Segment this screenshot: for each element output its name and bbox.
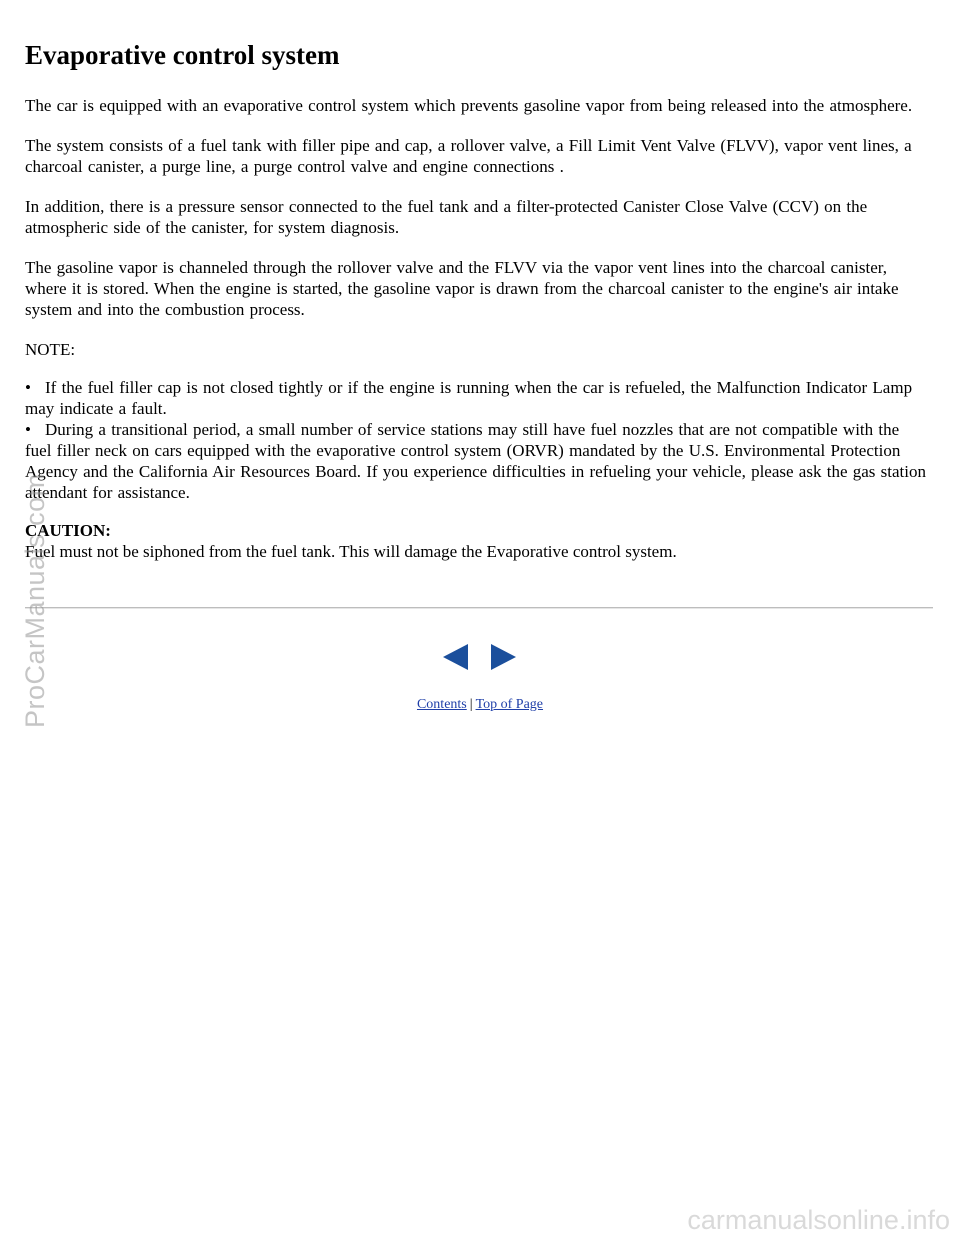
list-item-text: During a transitional period, a small number of service stations may still have fuel nozzles that are not compatible with the fuel filler neck on cars equipped with the evaporative control system (ORVR) mandated by the U.S. Environmental Protection Agency and the California Air Resources Board. If you experience difficulties in refueling your vehicle, please ask the gas station attendant for assistance. (25, 420, 926, 502)
bullet-icon: • (25, 378, 31, 397)
page-navigation (443, 644, 517, 670)
note-list (25, 377, 930, 503)
left-arrow-icon[interactable] (443, 644, 468, 670)
caution-block (25, 520, 930, 562)
right-arrow-icon[interactable] (491, 644, 516, 670)
list-item-text: If the fuel filler cap is not closed tightly or if the engine is running when the car is refueled, the Malfunction Indicator Lamp may indicate a fault. (25, 378, 913, 418)
side-watermark: ProCarManuals.com (20, 473, 50, 728)
bottom-watermark: carmanualsonline.info (687, 1205, 950, 1235)
list-item (25, 377, 930, 419)
divider (25, 607, 933, 609)
footer-links (0, 696, 960, 714)
article (25, 36, 930, 562)
paragraph-intro: The car is equipped with an evaporative control system which prevents gasoline vapor from being released into the atmosphere. (25, 96, 913, 115)
top-of-page-link[interactable]: Top of Page (475, 697, 544, 712)
list-item (25, 419, 930, 503)
caution-text: Fuel must not be siphoned from the fuel tank. This will damage the Evaporative control system. (25, 542, 677, 561)
note-label: NOTE: (25, 340, 76, 359)
paragraph-components: The system consists of a fuel tank with filler pipe and cap, a rollover valve, a Fill Limit Vent Valve (FLVV), vapor vent lines, a charcoal canister, a purge line, a purge control valve and engine connections . (25, 136, 912, 176)
link-separator: | (469, 697, 473, 712)
bullet-icon: • (25, 420, 31, 439)
nav-arrows-svg (443, 644, 517, 670)
contents-link[interactable]: Contents (416, 697, 467, 712)
paragraph-diagnosis: In addition, there is a pressure sensor connected to the fuel tank and a filter-protected Canister Close Valve (CCV) on the atmospheric side of the canister, for system diagnosis. (25, 197, 868, 237)
caution-label: CAUTION: (25, 521, 111, 540)
page-title: Evaporative control system (25, 40, 340, 70)
paragraph-operation: The gasoline vapor is channeled through the rollover valve and the FLVV via the vapor vent lines into the charcoal canister, where it is stored. When the engine is started, the gasoline vapor is drawn from the charcoal canister to the engine's air intake system and into the combustion process. (25, 258, 899, 319)
